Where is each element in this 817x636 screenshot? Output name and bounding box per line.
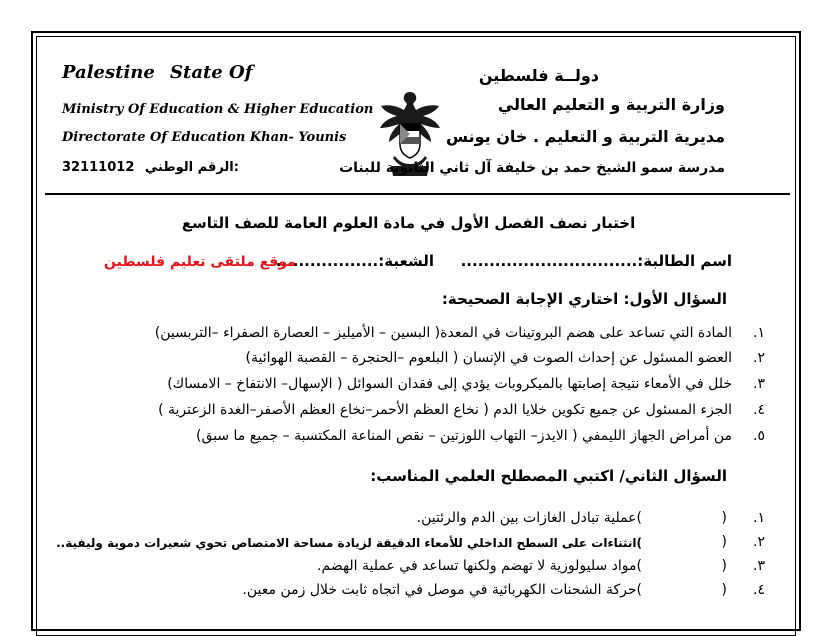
section-dots: .................. [275,252,379,270]
en-country-left: Palestine [62,62,155,83]
student-name-label: اسم الطالبة: [637,252,732,270]
site-name: موقع ملتقى تعليم فلسطين [104,254,296,270]
ar-directorate: مديرية التربية و التعليم . خان يونس [445,127,725,146]
student-name-dots: ............................... [460,252,638,270]
ar-ministry: وزارة التربية و التعليم العالي [497,95,725,114]
q1-heading: السؤال الأول: اختاري الإجابة الصحيحة: [441,290,727,308]
q2-paren-open: ( [721,558,727,574]
national-number [62,160,239,175]
q2-paren-open: ( [721,534,727,550]
ar-school: مدرسة سمو الشيخ حمد بن خليفة آل ثاني الثانوية للبنات [339,160,725,176]
header-separator [45,193,790,195]
ar-state: دولــة فلسطين [478,66,599,85]
q1-item-text: خلل في الأمعاء نتيجة إصابتها بالميكروبات يؤدي إلى فقدان السوائل ( الإسهال– الانتفاخ – الامساك) [167,376,732,392]
q1-item-text: الجزء المسئول عن جميع تكوين خلايا الدم ( نخاع العظم الأحمر–نخاع العظم الأصفر–الغدة الزعترية ) [158,402,732,418]
q2-item-text[interactable]: )عملية تبادل الغازات بين الدم والرئتين. [416,510,642,526]
q1-item-text: المادة التي تساعد على هضم البروتينات في المعدة( البسين – الأميليز – العصارة الصفراء –التربسين) [154,325,732,341]
exam-title: اختبار نصف الفصل الأول في مادة العلوم العامة للصف التاسع [181,214,636,232]
section-label: الشعبة: [378,252,434,270]
q1-item-number: ٣. [753,376,765,392]
q2-item-number: ٢. [753,534,765,550]
q2-item-text[interactable]: )مواد سليولوزية لا تهضم ولكنها تساعد في عملية الهضم. [317,558,642,574]
q1-item-text: من أمراض الجهاز الليمفي ( الايدز– التهاب اللوزتين – نقص المناعة المكتسبة – جميع ما سبق) [196,428,732,444]
q1-item-number: ٢. [753,350,765,366]
q1-item-number: ١. [753,325,765,341]
q2-item-number: ٣. [753,558,765,574]
en-directorate: Directorate Of Education Khan- Younis [62,130,347,145]
q2-paren-open: ( [721,510,727,526]
section-field [276,252,434,270]
q1-item-text: العضو المسئول عن إحداث الصوت في الإنسان ( البلعوم –الحنجرة – القصبة الهوائية) [245,350,732,366]
en-country-right: State Of [170,62,253,83]
q2-item-text[interactable]: )انثناءات على السطح الداخلي للأمعاء الدقيقة لزيادة مساحة الامتصاص تحوي شعيرات دموية وليفية.. [56,536,642,550]
q2-heading: السؤال الثاني/ اكتبي المصطلح العلمي المناسب: [370,467,727,485]
q1-item-number: ٥. [753,428,765,444]
national-number-label: الرقم الوطني: [144,160,239,175]
national-number-value: 32111012 [62,160,135,175]
q2-paren-open: ( [721,582,727,598]
q2-item-number: ١. [753,510,765,526]
q1-item-number: ٤. [753,402,765,418]
en-ministry: Ministry Of Education & Higher Education [62,102,374,117]
q2-item-text[interactable]: )حركة الشحنات الكهربائية في موصل في اتجاه ثابت خلال زمن معين. [242,582,642,598]
student-name-field [461,252,732,270]
q2-item-number: ٤. [753,582,765,598]
